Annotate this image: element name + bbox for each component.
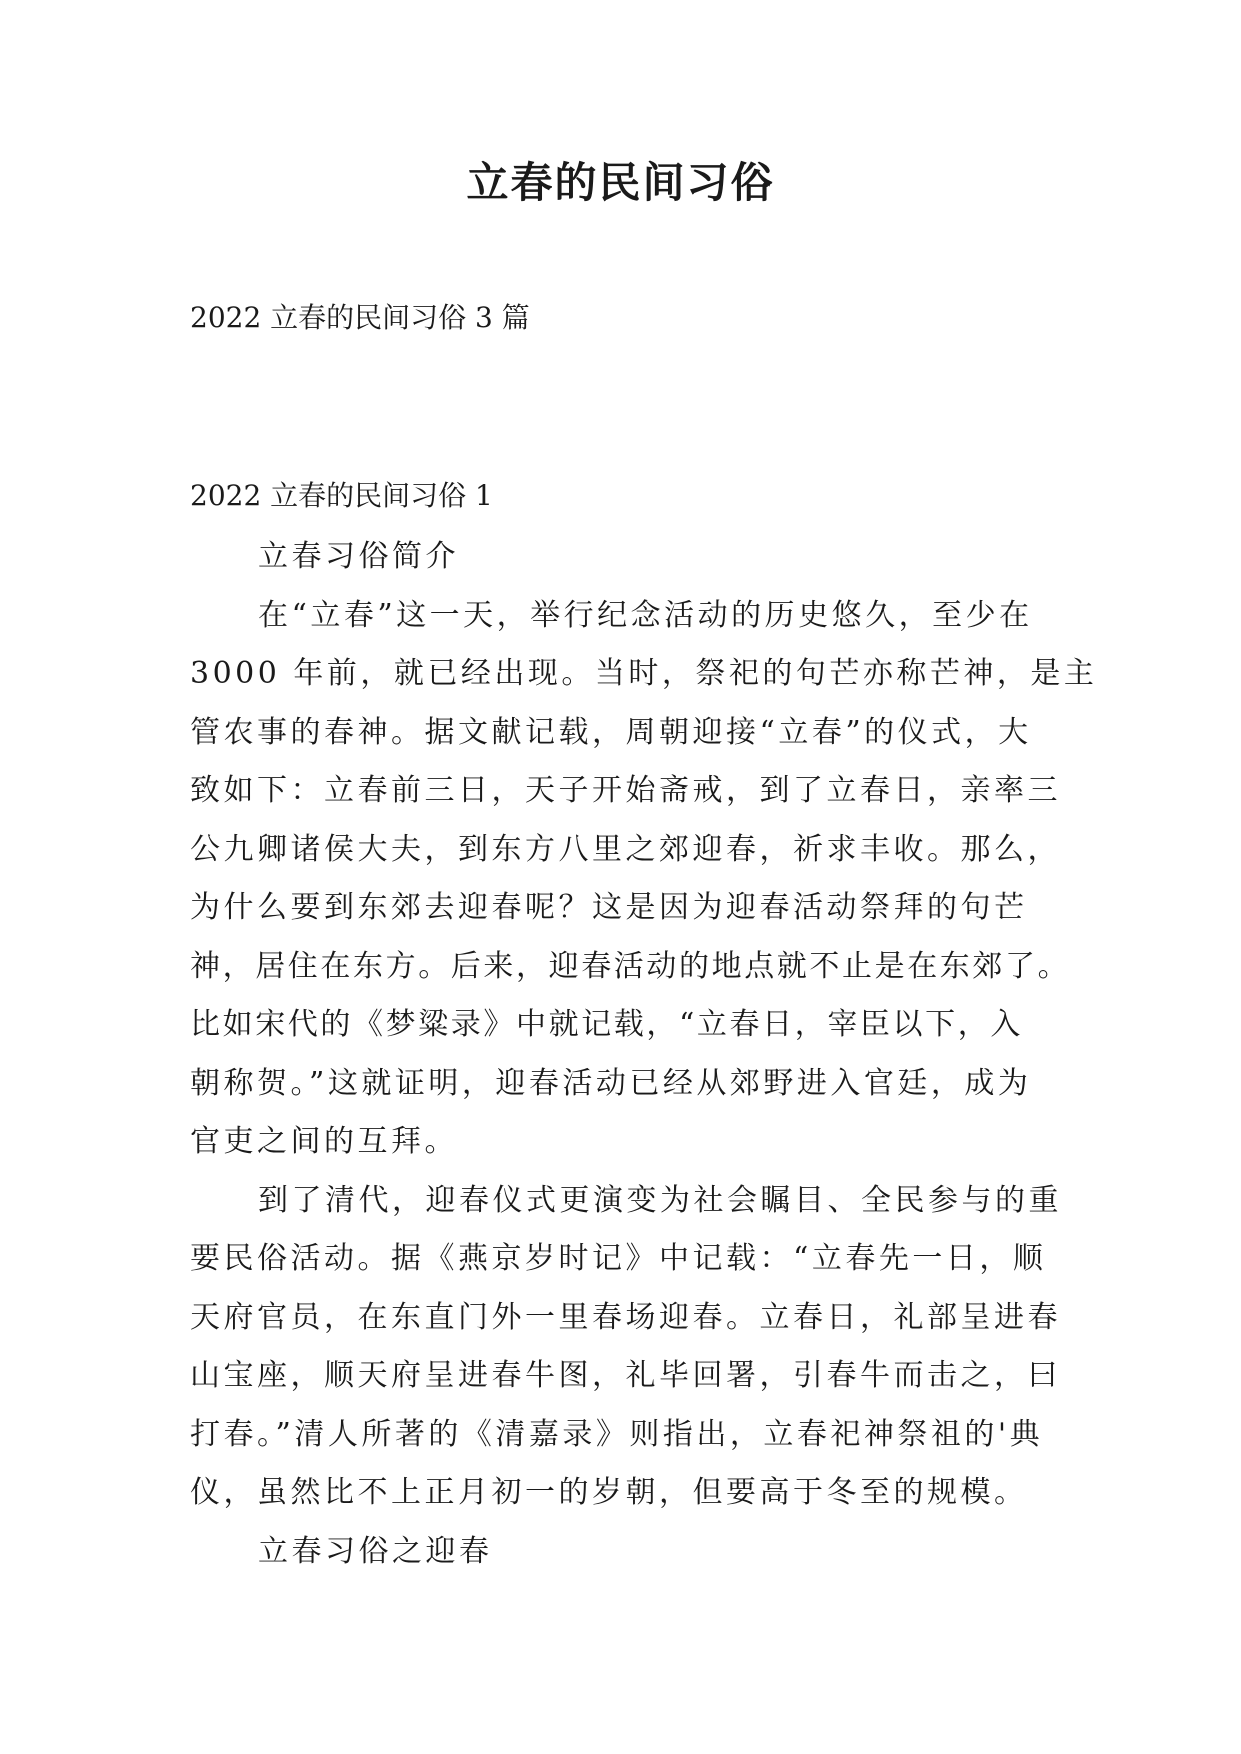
paragraph-heading: 立春习俗之迎春	[258, 1533, 493, 1569]
paragraph-line: 管农事的春神。据文献记载，周朝迎接“立春”的仪式，大	[190, 714, 1032, 750]
paragraph-line: 官吏之间的互拜。	[190, 1124, 458, 1159]
paragraph-line: 要民俗活动。据《燕京岁时记》中记载：“立春先一日，顺	[190, 1241, 1047, 1276]
paragraph-line: 仪，虽然比不上正月初一的岁朝，但要高于冬至的规模。	[190, 1475, 1028, 1510]
paragraph-line: 在“立春”这一天，举行纪念活动的历史悠久，至少在	[258, 597, 1033, 633]
paragraph-line: 神，居住在东方。后来，迎春活动的地点就不止是在东郊了。	[190, 948, 1071, 984]
paragraph-line: 打春。”清人所著的《清嘉录》则指出，立春祀神祭祖的'典	[190, 1416, 1044, 1452]
paragraph-line: 致如下：立春前三日，天子开始斋戒，到了立春日，亲率三	[190, 773, 1061, 808]
paragraph-line: 到了清代，迎春仪式更演变为社会瞩目、全民参与的重	[258, 1182, 1062, 1218]
paragraph-line: 朝称贺。”这就证明，迎春活动已经从郊野进入官廷，成为	[190, 1065, 1032, 1101]
section-heading: 2022 立春的民间习俗 1	[190, 479, 493, 512]
paragraph-line: 比如宋代的《梦粱录》中就记载，“立春日，宰臣以下，入	[190, 1007, 1023, 1042]
paragraph-line: 3000 年前，就已经出现。当时，祭祀的句芒亦称芒神，是主	[190, 656, 1098, 691]
paragraph-heading: 立春习俗简介	[258, 539, 459, 574]
paragraph-line: 天府官员，在东直门外一里春场迎春。立春日，礼部呈进春	[190, 1299, 1061, 1335]
paragraph-line: 为什么要到东郊去迎春呢？这是因为迎春活动祭拜的句芒	[190, 890, 1028, 925]
paragraph-line: 公九卿诸侯大夫，到东方八里之郊迎春，祈求丰收。那么，	[190, 831, 1061, 867]
body-text	[190, 528, 1098, 1581]
paragraph-line: 山宝座，顺天府呈进春牛图，礼毕回署，引春牛而击之，曰	[190, 1358, 1061, 1393]
document-subtitle: 2022 立春的民间习俗 3 篇	[190, 301, 530, 334]
document-title: 立春的民间习俗	[466, 158, 775, 207]
